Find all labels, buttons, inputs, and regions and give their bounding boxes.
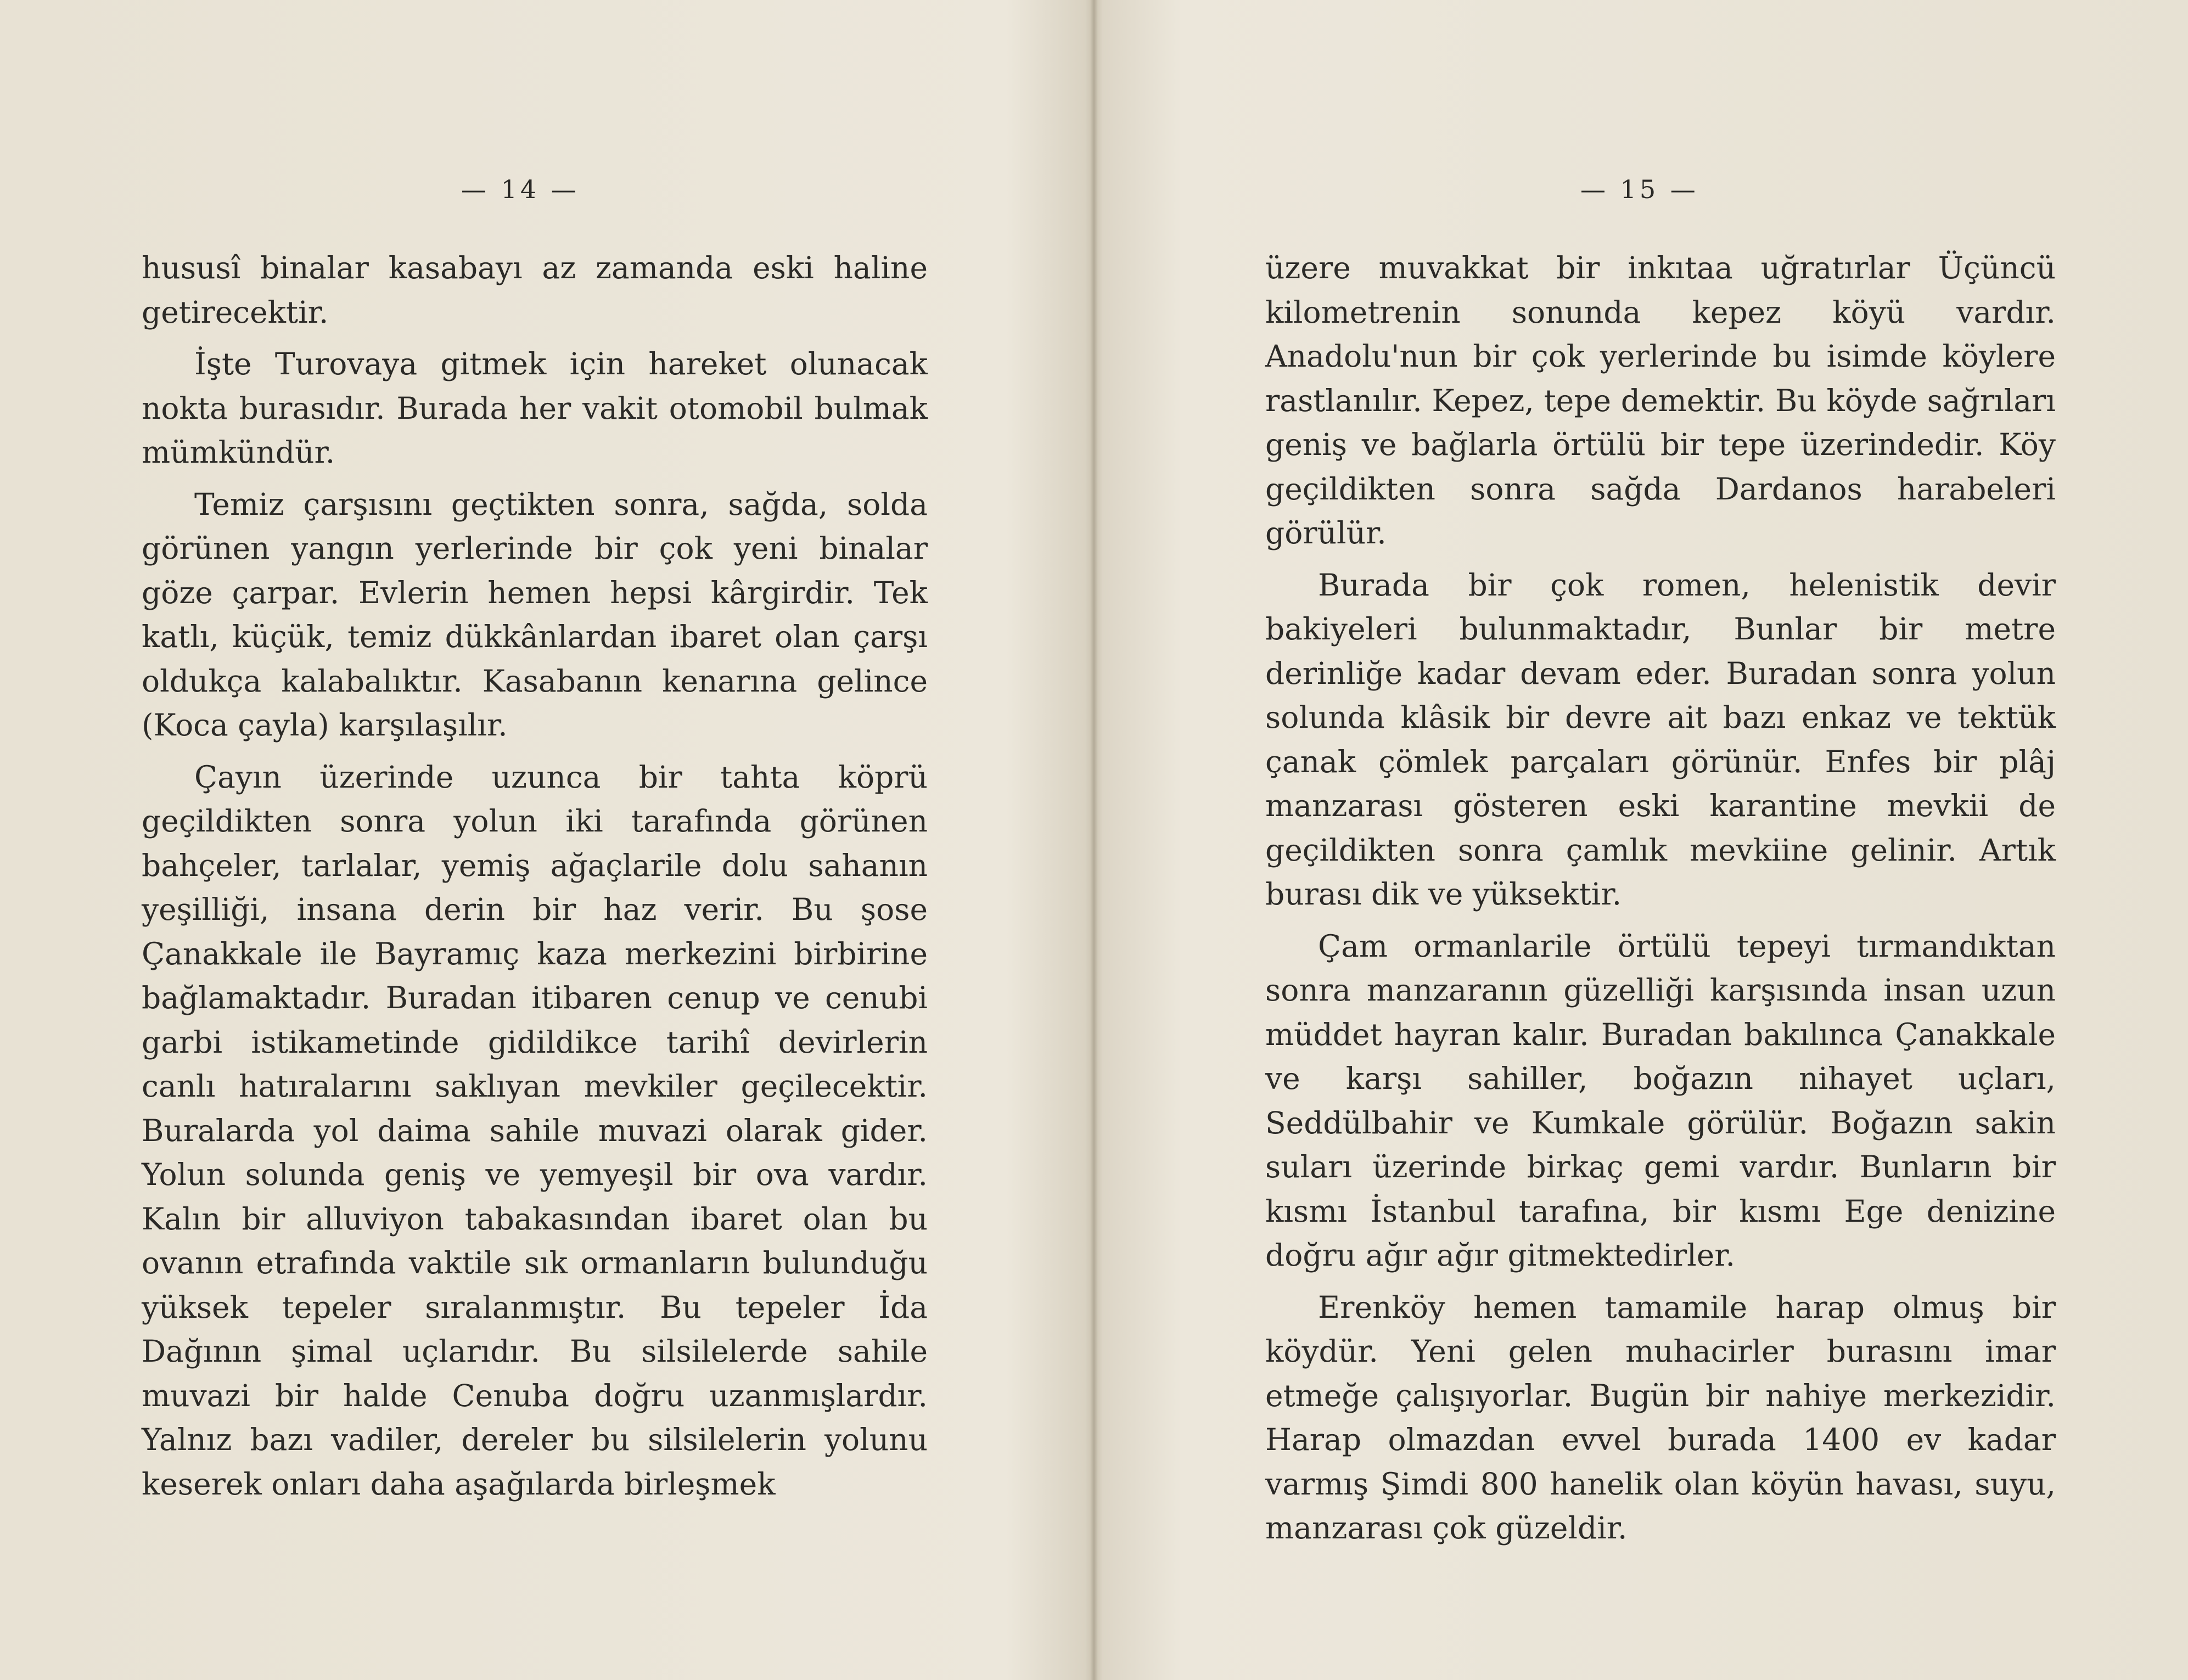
- paragraph: İşte Turovaya gitmek için hareket olunacak nokta burasıdır. Burada her vakit otomobil bulmak mümkündür.: [142, 346, 928, 470]
- paragraph: Erenköy hemen tamamile harap olmuş bir köydür. Yeni gelen muhacirler burasını imar etmeğe çalışıyorlar. Bugün bir nahiye merkezidir. Harap olmazdan evvel burada 1400 ev kadar varmış Şimdi 800 hanelik olan köyün havası, suyu, manzarası çok güzeldir.: [1265, 1289, 2056, 1546]
- page-number: — 15 —: [1580, 175, 1699, 204]
- paragraph: Çayın üzerinde uzunca bir tahta köprü geçildikten sonra yolun iki tarafında görünen bahçeler, tarlalar, yemiş ağaçlarile dolu sahanın yeşilliği, insana derin bir haz verir. Bu şose Çanakkale ile Bayramıç kaza merkezini birbirine bağlamaktadır. Buradan itibaren cenup ve cenubi garbi istikametinde gidildikce tarihî devirlerin canlı hatıralarını saklıyan mevkiler geçilecektir. Buralarda yol daima sahile muvazi olarak gider. Yolun solunda geniş ve yemyeşil bir ova vardır. Kalın bir alluviyon tabakasından ibaret olan bu ovanın etrafında vaktile sık ormanların bulunduğu yüksek tepeler sıralanmıştır. Bu tepeler İda Dağının şimal uçlarıdır. Bu silsilelerde sahile muvazi bir halde Cenuba doğru uzanmışlardır. Yalnız bazı vadiler, dereler bu silsilelerin yolunu keserek onları daha aşağılarda birleşmek: [142, 759, 928, 1502]
- right-page: [1094, 0, 2188, 1680]
- paragraph: hususî binalar kasabayı az zamanda eski haline getirecektir.: [142, 250, 928, 330]
- page-number: — 14 —: [461, 175, 580, 204]
- page-body-text: [1265, 246, 2056, 1550]
- paragraph: üzere muvakkat bir inkıtaa uğratırlar Üçüncü kilometrenin sonunda kepez köyü vardır. Anadolu'nun bir çok yerlerinde bu isimde köylere rastlanılır. Kepez, tepe demektir. Bu köyde sağrıları geniş ve bağlarla örtülü bir tepe üzerindedir. Köy geçildikten sonra sağda Dardanos harabeleri görülür.: [1265, 250, 2056, 550]
- page-body-text: [142, 246, 928, 1506]
- paragraph: Burada bir çok romen, helenistik devir bakiyeleri bulunmaktadır, Bunlar bir metre derinliğe kadar devam eder. Buradan sonra yolun solunda klâsik bir devre ait bazı enkaz ve tektük çanak çömlek parçaları görünür. Enfes bir plâj manzarası gösteren eski karantine mevkii de geçildikten sonra çamlık mevkiine gelinir. Artık burası dik ve yüksektir.: [1265, 567, 2056, 912]
- paragraph: Çam ormanlarile örtülü tepeyi tırmandıktan sonra manzaranın güzelliği karşısında insan uzun müddet hayran kalır. Buradan bakılınca Çanakkale ve karşı sahiller, boğazın nihayet uçları, Seddülbahir ve Kumkale görülür. Boğazın sakin suları üzerinde birkaç gemi vardır. Bunların bir kısmı İstanbul tarafına, bir kısmı Ege denizine doğru ağır ağır gitmektedirler.: [1265, 928, 2056, 1273]
- paragraph: Temiz çarşısını geçtikten sonra, sağda, solda görünen yangın yerlerinde bir çok yeni binalar göze çarpar. Evlerin hemen hepsi kârgirdir. Tek katlı, küçük, temiz dükkânlardan ibaret olan çarşı oldukça kalabalıktır. Kasabanın kenarına gelince (Koca çayla) karşılaşılır.: [142, 486, 928, 743]
